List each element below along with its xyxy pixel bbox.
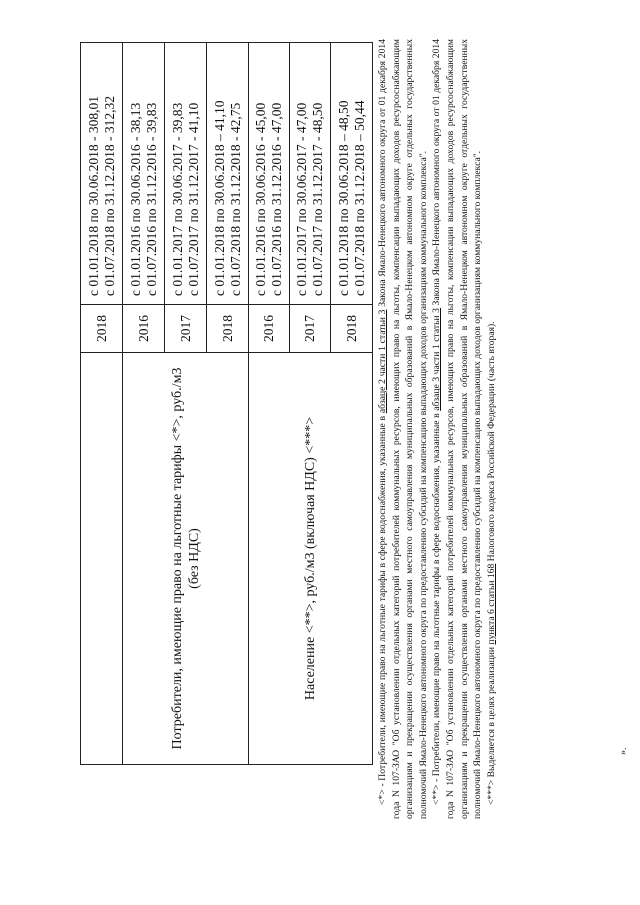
footnote-2-text-end: Закона Ямало-Ненецкого автономного округа от 01 декабря 2014 года N 107-ЗАО "Об установлении отдельных категорий потребителей коммунальных ресурсов, имеющих право на льготы, компенсации выпадающих доходов ресурсоснабжающим организациям и прекращении осуществления органами местного самоуправления муниципальных образований в Ямало-Ненецком автономном округе отдельных государственных полномочий Ямало-Ненецкого автономного округа по предоставлению субсидий на компенсацию выпадающих доходов организациям коммунального комплекса".: [431, 39, 484, 819]
period-cell: [290, 43, 331, 305]
year-cell: 2017: [165, 305, 207, 353]
period-line: с 01.07.2016 по 31.12.2016 - 39,83: [143, 102, 159, 296]
period-line: с 01.01.2018 по 30.06.2018 - 308,01: [85, 96, 101, 296]
tariff-table: [80, 42, 373, 765]
year-cell: 2016: [123, 305, 165, 353]
table-row: [123, 43, 165, 765]
period-line: с 01.01.2017 по 30.06.2017 - 47,00: [294, 102, 309, 296]
period-line: с 01.01.2018 по 30.06.2018 – 41,10: [211, 100, 227, 296]
table-row: [249, 43, 290, 765]
period-line: с 01.07.2018 по 31.12.2018 - 312,32: [101, 96, 117, 296]
period-line: с 01.01.2017 по 30.06.2017 - 39,83: [169, 102, 185, 296]
year-cell: 2018: [331, 305, 373, 353]
period-cell: [81, 43, 123, 305]
period-line: с 01.01.2016 по 30.06.2016 - 38,13: [127, 102, 143, 296]
period-line: с 01.07.2017 по 31.12.2017 - 48,50: [310, 102, 325, 296]
footnotes: [376, 39, 498, 819]
table-row: [81, 43, 123, 765]
category-cell-population: Население <**>, руб./м3 (включая НДС) <***>: [249, 353, 373, 765]
year-cell: 2017: [290, 305, 331, 353]
footnote-1-text-end: Закона Ямало-Ненецкого автономного округа от 01 декабря 2014 года N 107-ЗАО "Об установлении отдельных категорий потребителей коммунальных ресурсов, имеющих право на льготы, компенсации выпадающих доходов ресурсоснабжающим организациям и прекращении осуществления органами местного самоуправления муниципальных образований в Ямало-Ненецком автономном округе отдельных государственных полномочий Ямало-Ненецкого автономного округа по предоставлению субсидий на компенсацию выпадающих доходов организациям коммунального комплекса".: [377, 39, 429, 819]
footnote-2-text: <**> - Потребители, имеющие право на льготные тарифы в сфере водоснабжения, указанные в: [431, 410, 443, 805]
period-cell: [249, 43, 290, 305]
year-cell: 2018: [207, 305, 249, 353]
year-cell: 2016: [249, 305, 290, 353]
footnote-1-link[interactable]: абзаце 2 части 1 статьи 3: [377, 309, 388, 414]
footnote-1: [376, 39, 430, 819]
closing-quote-mark: ».: [618, 747, 629, 755]
period-line: с 01.07.2018 по 31.12.2018 - 42,75: [227, 102, 243, 296]
year-cell: 2018: [81, 305, 123, 353]
period-line: с 01.01.2018 по 30.06.2018 – 48,50: [335, 100, 351, 296]
period-line: с 01.01.2016 по 30.06.2016 - 45,00: [253, 102, 268, 296]
period-line: с 01.07.2016 по 31.12.2016 - 47,00: [269, 102, 284, 296]
period-cell: [123, 43, 165, 305]
period-cell: [207, 43, 249, 305]
footnote-3-text-end: Налогового кодекса Российской Федерации (часть вторая).: [485, 321, 497, 564]
period-line: с 01.07.2017 по 31.12.2017 - 41,10: [185, 102, 201, 296]
footnote-3-link[interactable]: пункта 6 статьи 168: [485, 563, 497, 645]
category-cell: [81, 353, 123, 765]
category-cell-privileged: Потребители, имеющие право на льготные тарифы <*>, руб./м3 (без НДС): [123, 353, 249, 765]
footnote-2-link[interactable]: абзаце 3 части 1 статьи 3: [431, 308, 443, 411]
footnote-3: [485, 39, 499, 819]
period-cell: [331, 43, 373, 305]
footnote-1-text: <*> - Потребители, имеющие право на льготные тарифы в сфере водоснабжения, указанные в: [377, 413, 388, 805]
period-line: с 01.07.2018 по 31.12.2018 – 50,44: [351, 100, 367, 296]
footnote-3-text: <***> Выделяется в целях реализации: [485, 644, 497, 805]
footnote-2: [430, 39, 484, 819]
period-cell: [165, 43, 207, 305]
